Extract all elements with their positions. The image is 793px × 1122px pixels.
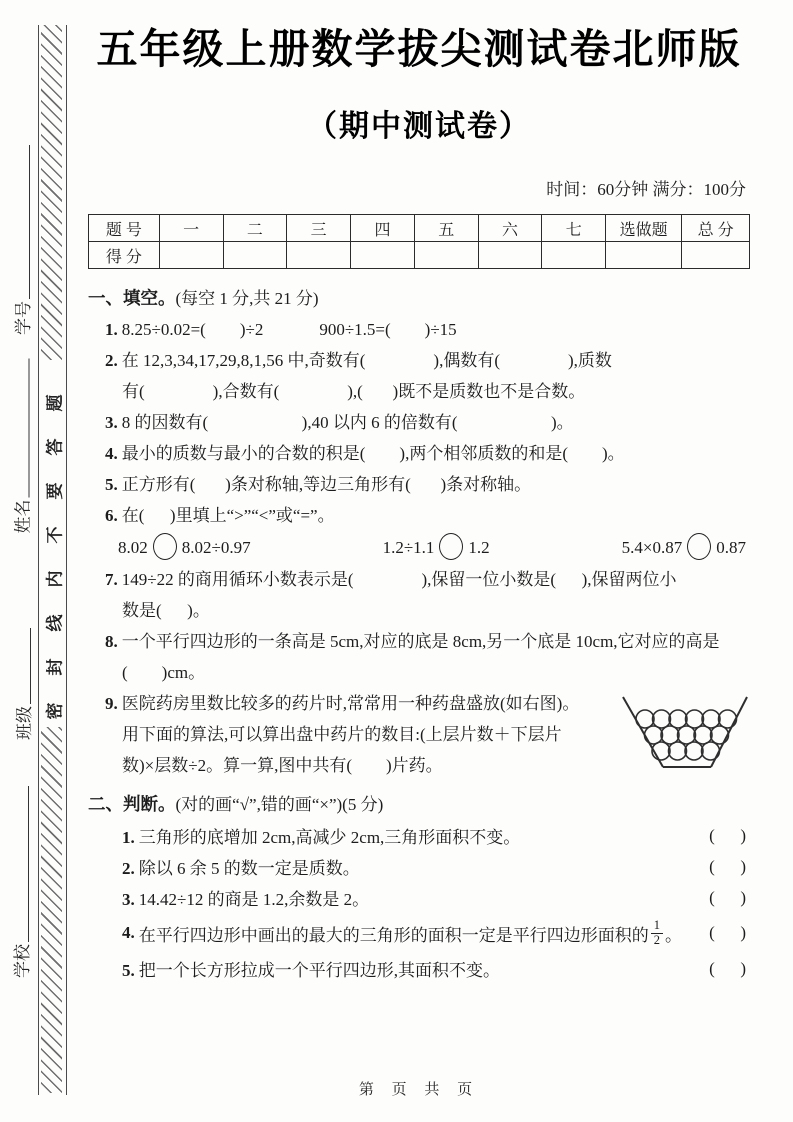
comparison-right: 0.87 — [716, 538, 746, 557]
question-text: 一个平行四边形的一条高是 5cm,对应的底是 8cm,另一个底是 10cm,它对应的高是 — [121, 632, 720, 651]
seal-hatch-bottom — [41, 727, 62, 1093]
seal-band — [38, 25, 67, 1095]
section-judge-heading — [88, 789, 750, 820]
question-number: 5. — [105, 475, 118, 494]
class-label: 班级 — [15, 706, 34, 740]
fraction-one-half — [651, 919, 663, 948]
comparison-item — [622, 531, 746, 564]
score-header-cell: 三 — [287, 215, 351, 242]
seal-text: 密封线内不要答题 — [45, 367, 64, 720]
question-number: 6. — [105, 506, 118, 525]
question-3 — [88, 407, 750, 438]
question-9-line-2: 用下面的算法,可以算出盘中药片的数目:(上层片数＋下层片 — [122, 725, 562, 744]
question-number: 4. — [105, 444, 118, 463]
question-text: 在 12,3,34,17,29,8,1,56 中,奇数有( ),偶数有( ),质数 — [121, 351, 612, 370]
question-1-part-a: 8.25÷0.02=( )÷2 — [121, 320, 264, 339]
answer-blank: ( ) — [709, 887, 746, 907]
question-4 — [88, 438, 750, 469]
exam-subtitle: （期中测试卷） — [307, 110, 531, 143]
section-judge-note: (对的画“√”,错的画“×”)(5 分) — [175, 795, 384, 814]
score-header-cell: 七 — [542, 215, 606, 242]
answer-blank: ( ) — [709, 923, 746, 942]
statement: 三角形的底增加 2cm,高减少 2cm,三角形面积不变。 — [138, 828, 521, 847]
comparison-right: 1.2 — [468, 538, 490, 557]
score-table — [88, 214, 750, 269]
name-label: 姓名 — [13, 499, 33, 534]
question-text: 149÷22 的商用循环小数表示是( ),保留一位小数是( ),保留两位小 — [121, 570, 677, 589]
question-number: 2. — [122, 859, 135, 878]
question-number: 2. — [105, 351, 118, 370]
section-fill-title: 一、填空。 — [88, 288, 176, 308]
score-empty-cell — [414, 242, 478, 269]
school-field — [5, 786, 33, 978]
score-header-cell: 二 — [223, 215, 287, 242]
score-empty-cell — [478, 242, 542, 269]
comparison-item — [118, 531, 251, 564]
question-2-line-2: 有( ),合数有( ),( )既不是质数也不是合数。 — [122, 382, 586, 401]
compare-circle-icon — [439, 533, 463, 560]
question-8-line-1 — [88, 626, 750, 657]
student-number-label: 学号 — [14, 301, 33, 335]
fraction-denominator: 2 — [653, 932, 660, 947]
question-text: 8 的因数有( ),40 以内 6 的倍数有( )。 — [121, 413, 574, 432]
seal-hatch-top — [41, 25, 62, 360]
pill-tray-figure — [620, 691, 750, 777]
score-empty-cell — [223, 242, 287, 269]
judgement-row-3 — [88, 882, 750, 913]
fraction-numerator: 1 — [651, 919, 663, 934]
name-field — [6, 359, 34, 534]
question-number: 7. — [105, 570, 118, 589]
question-number: 5. — [122, 961, 135, 980]
question-number: 3. — [122, 890, 135, 909]
page-title: 五年级上册数学拔尖测试卷北师版 — [96, 26, 742, 72]
statement-suffix: 。 — [665, 925, 682, 945]
judgement-text — [122, 854, 709, 879]
question-6-comparisons — [88, 531, 750, 564]
judgement-row-2 — [88, 851, 750, 882]
question-2-line-1 — [88, 345, 750, 376]
score-empty-cell — [287, 242, 351, 269]
question-number: 1. — [105, 320, 118, 339]
comparison-left: 5.4×0.87 — [621, 538, 683, 557]
question-text: 医院药房里数比较多的药片时,常常用一种药盘盛放(如右图)。 — [121, 694, 580, 713]
name-blank-line — [29, 359, 30, 498]
comparison-right: 8.02÷0.97 — [181, 538, 251, 557]
score-empty-cell — [159, 242, 223, 269]
question-number: 9. — [105, 694, 118, 713]
comparison-left: 1.2÷1.1 — [382, 538, 435, 557]
class-blank-line — [30, 628, 31, 704]
question-7-line-1 — [88, 564, 750, 595]
question-9 — [88, 688, 750, 781]
question-number: 4. — [122, 923, 135, 942]
score-header-cell: 题 号 — [89, 215, 160, 242]
compare-circle-icon — [153, 533, 177, 560]
question-text: 最小的质数与最小的合数的积是( ),两个相邻质数的和是( )。 — [121, 444, 625, 463]
exam-meta: 时间：60分钟 满分：100分 — [546, 180, 746, 199]
question-1-part-b: 900÷1.5=( )÷15 — [319, 320, 457, 339]
score-table-score-row — [89, 242, 750, 269]
score-header-cell: 四 — [351, 215, 415, 242]
comparison-left: 8.02 — [118, 538, 148, 557]
question-9-line-1 — [88, 688, 625, 719]
score-header-cell: 选做题 — [606, 215, 682, 242]
compare-circle-icon — [687, 533, 711, 560]
score-empty-cell — [606, 242, 682, 269]
question-8-line-2: ( )cm。 — [122, 663, 206, 682]
answer-blank: ( ) — [709, 825, 746, 845]
statement: 除以 6 余 5 的数一定是质数。 — [138, 859, 360, 878]
question-5 — [88, 469, 750, 500]
statement: 在平行四边形中画出的最大的三角形的面积一定是平行四边形面积的 — [138, 925, 649, 945]
judgement-row-4 — [88, 913, 750, 953]
school-label: 学校 — [13, 944, 32, 978]
score-header-cell: 五 — [414, 215, 478, 242]
judgement-row-5 — [88, 953, 750, 984]
answer-blank: ( ) — [709, 958, 746, 978]
score-header-cell: 六 — [478, 215, 542, 242]
score-empty-cell — [351, 242, 415, 269]
score-empty-cell — [682, 242, 750, 269]
footer-page-label: 第 页 共 页 — [358, 1082, 480, 1098]
section-fill-note: (每空 1 分,共 21 分) — [175, 289, 319, 308]
score-row-label: 得 分 — [89, 242, 160, 269]
question-number: 1. — [122, 828, 135, 847]
judgement-text — [122, 823, 709, 848]
judgement-text — [122, 885, 709, 910]
score-header-cell: 总 分 — [682, 215, 750, 242]
score-empty-cell — [542, 242, 606, 269]
question-text: 正方形有( )条对称轴,等边三角形有( )条对称轴。 — [121, 475, 532, 494]
question-text: 在( )里填上“>”“<”或“=”。 — [121, 506, 335, 525]
exam-page — [88, 0, 750, 984]
section-fill-heading — [88, 283, 750, 314]
question-9-line-3: 数)×层数÷2。算一算,图中共有( )片药。 — [122, 756, 443, 775]
question-number: 8. — [105, 632, 118, 651]
school-blank-line — [28, 786, 29, 942]
spacer — [263, 314, 319, 345]
answer-blank: ( ) — [709, 856, 746, 876]
question-1 — [88, 314, 750, 345]
question-number: 3. — [105, 413, 118, 432]
comparison-item — [383, 531, 490, 564]
student-number-blank-line — [29, 145, 30, 299]
seal-text-wrap — [39, 360, 66, 727]
section-judge-title: 二、判断。 — [88, 794, 176, 814]
statement: 把一个长方形拉成一个平行四边形,其面积不变。 — [138, 961, 500, 980]
judgement-row-1 — [88, 820, 750, 851]
score-table-header-row — [89, 215, 750, 242]
question-7-line-2: 数是( )。 — [122, 601, 210, 620]
statement: 14.42÷12 的商是 1.2,余数是 2。 — [138, 890, 370, 909]
judgement-text — [122, 956, 709, 981]
class-field — [7, 628, 35, 740]
question-6-line-1 — [88, 500, 750, 531]
judgement-text — [122, 919, 709, 948]
score-header-cell: 一 — [159, 215, 223, 242]
student-number-field — [6, 145, 34, 335]
